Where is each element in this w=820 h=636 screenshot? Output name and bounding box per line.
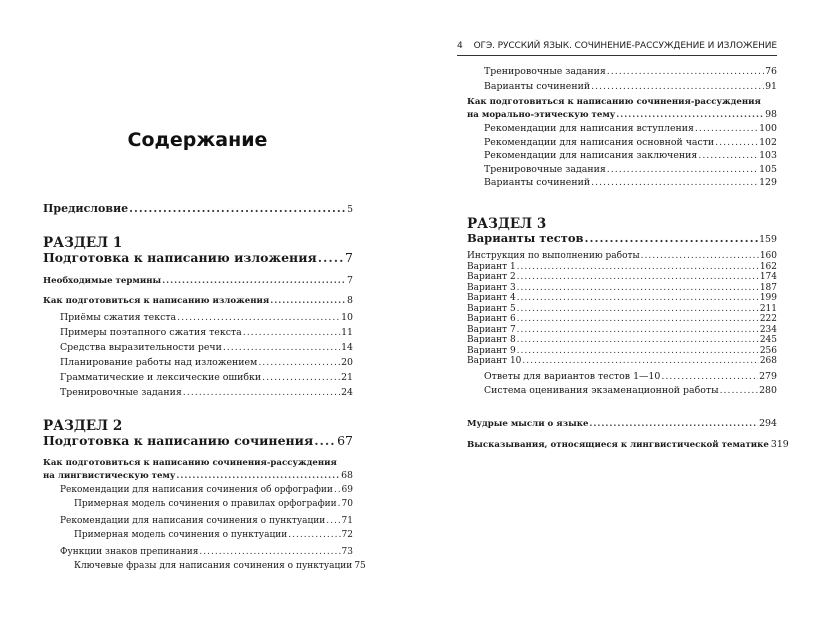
entry-page: 8 bbox=[347, 295, 353, 306]
entry-page: 294 bbox=[759, 418, 777, 429]
leader-dots bbox=[641, 252, 759, 261]
toc-entry-sayings[interactable] bbox=[467, 439, 789, 450]
entry-page: 21 bbox=[341, 372, 353, 383]
leader-dots bbox=[661, 372, 758, 381]
entry-label: Вариант 10 bbox=[467, 356, 522, 366]
entry-label: Приёмы сжатия текста bbox=[60, 312, 177, 323]
section-2-heading bbox=[43, 420, 353, 434]
entry-label-line1: Как подготовиться к написанию сочинения-рассуждения bbox=[43, 458, 337, 468]
entry-label: Рекомендации для написания заключения bbox=[484, 150, 698, 161]
continued-items bbox=[467, 67, 777, 97]
leader-dots bbox=[591, 82, 764, 91]
entry-page: 10 bbox=[341, 312, 353, 323]
entry-page: 67 bbox=[337, 433, 353, 448]
toc-entry-section1-title[interactable] bbox=[43, 252, 353, 265]
leader-dots bbox=[326, 517, 340, 526]
toc-entry[interactable] bbox=[467, 315, 777, 326]
entry-label: Вариант 4 bbox=[467, 293, 516, 303]
entry-label: Варианты сочинений bbox=[484, 81, 591, 92]
entry-page: 100 bbox=[759, 123, 777, 134]
leader-dots bbox=[270, 297, 346, 306]
entry-label-line2: на лингвистическую тему bbox=[43, 470, 176, 481]
entry-label: Вариант 3 bbox=[467, 282, 516, 293]
entry-page: 75 bbox=[354, 561, 366, 571]
entry-page: 105 bbox=[759, 163, 777, 175]
entry-page: 160 bbox=[759, 251, 777, 261]
entry-page: 5 bbox=[347, 205, 353, 215]
leader-dots bbox=[223, 343, 340, 352]
leader-dots bbox=[517, 284, 759, 293]
entry-page: 174 bbox=[759, 272, 777, 282]
leader-dots bbox=[698, 151, 758, 160]
entry-label-line1: Как подготовиться к написанию сочинения-рассуждения bbox=[467, 97, 761, 107]
entry-label: Примеры поэтапного сжатия текста bbox=[60, 327, 242, 338]
toc-entry-how-izlozhenie[interactable] bbox=[43, 296, 353, 306]
entry-page: 69 bbox=[341, 485, 353, 495]
leader-dots bbox=[288, 531, 340, 540]
leader-dots bbox=[199, 548, 340, 557]
toc-entry[interactable] bbox=[467, 357, 777, 368]
toc-entry[interactable] bbox=[467, 336, 777, 347]
entry-page: 256 bbox=[759, 345, 777, 356]
toc-entry-how-moral[interactable] bbox=[467, 98, 777, 119]
entry-label: Рекомендации для написания сочинения о пунктуации bbox=[60, 516, 326, 526]
moral-items bbox=[467, 124, 777, 192]
entry-page: 11 bbox=[341, 327, 353, 338]
toc-entry[interactable] bbox=[43, 500, 353, 517]
entry-page: 234 bbox=[759, 324, 777, 335]
leader-dots bbox=[243, 328, 340, 337]
entry-page: 159 bbox=[759, 234, 777, 245]
leader-dots bbox=[517, 326, 759, 335]
leader-dots bbox=[720, 386, 759, 395]
leader-dots bbox=[258, 358, 340, 367]
entry-page: 24 bbox=[341, 387, 353, 398]
leader-dots bbox=[715, 138, 758, 147]
entry-page: 103 bbox=[759, 150, 777, 161]
toc-entry[interactable] bbox=[467, 82, 777, 97]
leader-dots bbox=[177, 313, 340, 322]
entry-page: 222 bbox=[759, 314, 777, 324]
section-label: РАЗДЕЛ 2 bbox=[43, 418, 123, 434]
entry-page: 70 bbox=[341, 499, 353, 509]
entry-label: Вариант 2 bbox=[467, 272, 516, 282]
entry-label: Тренировочные задания bbox=[484, 66, 606, 77]
entry-page: 68 bbox=[341, 469, 353, 481]
leader-dots bbox=[517, 263, 759, 272]
entry-page: 76 bbox=[765, 66, 777, 77]
leader-dots bbox=[183, 388, 340, 397]
leader-dots bbox=[338, 500, 341, 509]
toc-entry-section3-title[interactable] bbox=[467, 233, 777, 245]
entry-label-line2: на морально-этическую тему bbox=[467, 109, 616, 120]
entry-label: Грамматические и лексические ошибки bbox=[60, 372, 262, 383]
entry-page: 211 bbox=[759, 303, 777, 314]
toc-entry[interactable] bbox=[43, 358, 353, 373]
entry-label: Подготовка к написанию сочинения bbox=[43, 433, 314, 448]
leader-dots bbox=[589, 420, 758, 429]
page-number: 4 bbox=[457, 41, 463, 51]
section-1-heading bbox=[43, 237, 353, 251]
entry-label: Вариант 1 bbox=[467, 261, 516, 272]
leader-dots bbox=[262, 373, 340, 382]
entry-label: Необходимые термины bbox=[43, 276, 162, 286]
toc-entry[interactable] bbox=[467, 386, 777, 400]
entry-label: Система оценивания экзаменационной работы bbox=[484, 385, 719, 396]
toc-entry[interactable] bbox=[43, 486, 353, 500]
section-2-items bbox=[43, 485, 366, 576]
entry-label: Ключевые фразы для написания сочинения о пунктуации bbox=[74, 561, 353, 571]
entry-label: Как подготовиться к написанию изложения bbox=[43, 296, 270, 306]
entry-label: Инструкция по выполнению работы bbox=[467, 251, 640, 261]
running-header bbox=[457, 38, 777, 56]
entry-page: 187 bbox=[759, 282, 777, 293]
entry-page: 7 bbox=[347, 275, 353, 286]
entry-page: 268 bbox=[759, 356, 777, 366]
right-page bbox=[410, 0, 820, 636]
toc-entry[interactable] bbox=[43, 388, 353, 403]
entry-page: 98 bbox=[765, 108, 777, 120]
leader-dots bbox=[695, 124, 758, 133]
leader-dots bbox=[176, 472, 340, 481]
toc-entry-preface[interactable] bbox=[43, 203, 353, 215]
entry-label: Вариант 8 bbox=[467, 335, 516, 345]
running-title: ОГЭ. РУССКИЙ ЯЗЫК. СОЧИНЕНИЕ-РАССУЖДЕНИЕ И ИЗЛОЖЕНИЕ bbox=[473, 41, 777, 51]
entry-page: 14 bbox=[341, 342, 353, 353]
toc-entry[interactable] bbox=[43, 548, 353, 562]
section-3-extras bbox=[467, 372, 777, 400]
toc-entry[interactable] bbox=[467, 165, 777, 179]
toc-entry[interactable] bbox=[43, 561, 366, 576]
entry-page: 129 bbox=[759, 177, 777, 188]
leader-dots bbox=[517, 347, 759, 356]
entry-page: 319 bbox=[770, 439, 789, 450]
entry-page: 7 bbox=[345, 250, 353, 265]
toc-entry[interactable] bbox=[467, 124, 777, 138]
toc-entry[interactable] bbox=[43, 343, 353, 358]
entry-label: Вариант 5 bbox=[467, 303, 516, 314]
leader-dots bbox=[591, 178, 758, 187]
entry-label: Примерная модель сочинения о правилах орфографии bbox=[74, 499, 337, 509]
toc-entry[interactable] bbox=[467, 67, 777, 82]
toc-entry[interactable] bbox=[43, 517, 353, 531]
leader-dots bbox=[607, 67, 764, 76]
entry-label: Мудрые мысли о языке bbox=[467, 419, 589, 429]
entry-label: Ответы для вариантов тестов 1—10 bbox=[484, 371, 661, 382]
entry-page: 72 bbox=[341, 530, 353, 540]
leader-dots bbox=[585, 233, 759, 245]
section-label: РАЗДЕЛ 3 bbox=[467, 216, 547, 232]
toc-entry-wise-thoughts[interactable] bbox=[467, 419, 777, 429]
entry-label: Вариант 6 bbox=[467, 314, 516, 324]
leader-dots bbox=[129, 203, 346, 214]
toc-entry-section2-title[interactable] bbox=[43, 435, 353, 448]
section-3-variants bbox=[467, 252, 777, 368]
entry-label: Рекомендации для написания сочинения об орфографии bbox=[60, 485, 333, 495]
entry-label: Вариант 7 bbox=[467, 324, 516, 335]
entry-page: 91 bbox=[765, 81, 777, 92]
entry-page: 199 bbox=[759, 293, 777, 303]
entry-page: 20 bbox=[341, 357, 353, 368]
toc-entry[interactable] bbox=[467, 138, 777, 152]
toc-entry[interactable] bbox=[43, 373, 353, 388]
toc-entry[interactable] bbox=[43, 313, 353, 328]
entry-label: Рекомендации для написания основной части bbox=[484, 136, 715, 148]
entry-page: 73 bbox=[341, 547, 353, 557]
entry-page: 245 bbox=[759, 335, 777, 345]
entry-label: Варианты сочинений bbox=[484, 177, 591, 188]
leader-dots bbox=[334, 486, 341, 495]
leader-dots bbox=[162, 277, 346, 286]
entry-label: Средства выразительности речи bbox=[60, 342, 222, 353]
leader-dots bbox=[517, 336, 759, 345]
leader-dots bbox=[517, 305, 759, 314]
entry-label: Вариант 9 bbox=[467, 345, 516, 356]
toc-entry[interactable] bbox=[467, 151, 777, 165]
toc-entry[interactable] bbox=[467, 252, 777, 263]
toc-entry[interactable] bbox=[467, 178, 777, 192]
toc-entry[interactable] bbox=[467, 372, 777, 386]
entry-page: 71 bbox=[341, 516, 353, 526]
entry-label: Варианты тестов bbox=[467, 231, 584, 245]
leader-dots bbox=[517, 294, 759, 303]
entry-page: 162 bbox=[759, 261, 777, 272]
leader-dots bbox=[517, 315, 759, 324]
entry-label: Примерная модель сочинения о пунктуации bbox=[74, 530, 288, 540]
entry-label: Подготовка к написанию изложения bbox=[43, 250, 317, 265]
leader-dots bbox=[314, 435, 336, 448]
toc-entry[interactable] bbox=[43, 531, 353, 548]
toc-title: Содержание bbox=[127, 129, 268, 151]
entry-label: Тренировочные задания bbox=[484, 163, 606, 175]
entry-label: Функции знаков препинания bbox=[60, 547, 199, 557]
toc-entry[interactable] bbox=[43, 328, 353, 343]
entry-label: Предисловие bbox=[43, 202, 129, 215]
section-1-items bbox=[43, 313, 353, 403]
toc-entry[interactable] bbox=[467, 273, 777, 284]
toc-entry[interactable] bbox=[467, 294, 777, 305]
entry-label: Рекомендации для написания вступления bbox=[484, 123, 694, 134]
leader-dots bbox=[517, 273, 759, 282]
entry-page: 102 bbox=[759, 136, 777, 148]
section-3-heading bbox=[467, 218, 777, 232]
toc-entry-terms[interactable] bbox=[43, 276, 353, 286]
leader-dots bbox=[522, 357, 758, 366]
entry-page: 280 bbox=[759, 385, 777, 396]
section-label: РАЗДЕЛ 1 bbox=[43, 235, 123, 251]
toc-entry-how-linguistic[interactable] bbox=[43, 459, 353, 480]
entry-page: 279 bbox=[759, 371, 777, 382]
leader-dots bbox=[616, 111, 764, 120]
entry-label: Тренировочные задания bbox=[60, 387, 182, 398]
entry-label: Высказывания, относящиеся к лингвистической тематике bbox=[467, 440, 769, 450]
leader-dots bbox=[318, 252, 344, 265]
leader-dots bbox=[607, 165, 758, 174]
entry-label: Планирование работы над изложением bbox=[60, 357, 258, 368]
